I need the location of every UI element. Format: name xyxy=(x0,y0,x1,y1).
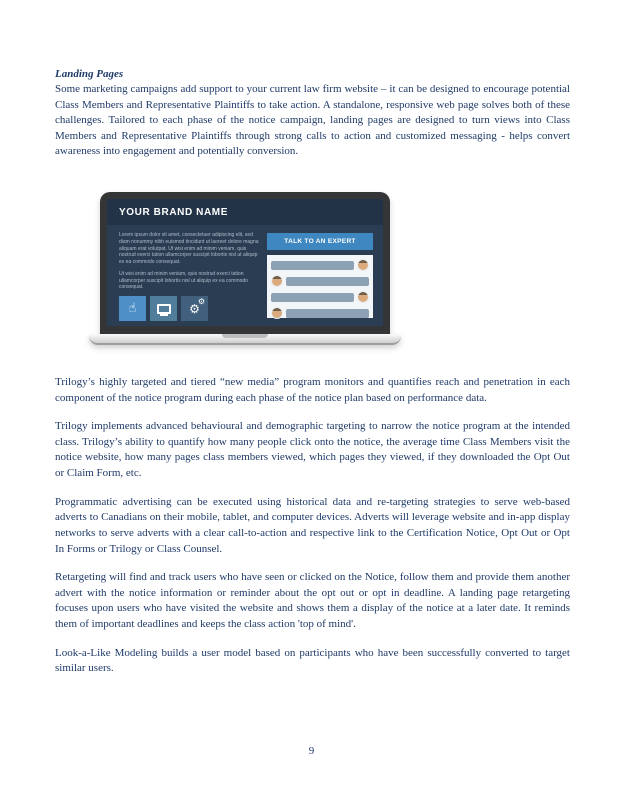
avatar xyxy=(357,259,369,271)
chat-bubble xyxy=(286,277,369,286)
chat-row xyxy=(271,259,369,271)
laptop-mockup xyxy=(89,192,401,345)
avatar xyxy=(357,291,369,303)
landing-page-site xyxy=(107,199,383,326)
chat-row xyxy=(271,307,369,319)
site-body xyxy=(107,225,383,326)
chat-row xyxy=(271,275,369,287)
laptop-notch xyxy=(222,334,268,338)
brand-header xyxy=(107,199,383,225)
chat-row xyxy=(271,291,369,303)
monitor-icon xyxy=(150,296,177,321)
page-number: 9 xyxy=(308,745,315,757)
avatar xyxy=(271,307,283,319)
small-gear-icon: ⚙ xyxy=(197,297,205,307)
paragraph-targeting: Trilogy implements advanced behavioural and demographic targeting to narrow the notice program at the intended class. Trilogy’s ability to quantify how many people click onto the notice, the average time Class Members visit the notice website, how many pages class members viewed, which pages they viewed, if they downloaded the Opt Out or Claim Form, etc. xyxy=(55,420,570,480)
paragraph-programmatic: Programmatic advertising can be executed using historical data and re-targeting strategies to serve web-based adverts to Canadians on their mobile, tablet, and computer devices. Adverts will leverage website and in-app display networks to serve adverts with a clear call-to-action and respective link to the Certification Notice, Opt Out or Opt In Forms or Trilogy or Class Counsel. xyxy=(55,495,570,555)
gears-icon: ⚙ ⚙ xyxy=(181,296,208,321)
chat-bubble xyxy=(271,261,354,270)
landing-page-figure xyxy=(89,192,401,345)
brand-name: YOUR BRAND NAME xyxy=(119,206,228,218)
lorem-text-1: Lorem ipsum dolor sit amet, consectetuer adipiscing elit, sed diam nonummy nibh euismod tincidunt ut laoreet dolore magna aliquam erat volutpat. Ut wisi enim ad minim veniam, quis nostrud exerci tation ullamcorper suscipit lobortis nisl ut aliquip ex ea commodo consequat. xyxy=(119,232,259,266)
chat-bubble xyxy=(286,309,369,318)
lorem-text-2: Ut wisi enim ad minim veniam, quis nostrud exerci tation ullamcorper suscipit lobortis nisl ut aliquip ex ea commodo consequat. xyxy=(119,270,248,291)
paragraph-new-media: Trilogy’s highly targeted and tiered “new media” program monitors and quantifies reach and penetration in each component of the notice program during each phase of the notice plan based on performance data. xyxy=(55,376,570,404)
chat-bubble xyxy=(271,293,354,302)
site-left-column xyxy=(107,225,267,326)
avatar xyxy=(271,275,283,287)
paragraph-intro: Some marketing campaigns add support to your current law firm website – it can be designed to encourage potential Class Members and Representative Plaintiffs to take action. A standalone, responsive web page solves both of these challenges. Tailored to each phase of the notice campaign, landing pages are designed to turn views into Class Members and Representative Plaintiffs through strong calls to action and customized messaging - helps convert awareness into engagement and potentially conversion. xyxy=(55,83,570,158)
laptop-screen xyxy=(100,192,390,334)
chat-panel xyxy=(267,255,373,318)
monitor-glyph xyxy=(157,304,171,314)
talk-to-expert-button: TALK TO AN EXPERT xyxy=(267,233,373,250)
site-right-column xyxy=(267,233,373,318)
feature-icon-row xyxy=(119,296,261,321)
pointer-hand-icon: ☝ xyxy=(119,296,146,321)
paragraph-lookalike: Look-a-Like Modeling builds a user model based on participants who have been successfully converted to target similar users. xyxy=(55,646,570,675)
laptop-base xyxy=(89,334,401,345)
paragraph-retargeting: Retargeting will find and track users who have seen or clicked on the Notice, follow them and provide them another advert with the notice information or reminder about the opt out or opt in deadline. A landing page retargeting focuses upon users who have visited the website and shows them a display of the notice at a later date. It reminds them of important deadlines and keeps the class action 'top of mind'. xyxy=(55,571,570,630)
section-heading: Landing Pages xyxy=(55,68,124,80)
